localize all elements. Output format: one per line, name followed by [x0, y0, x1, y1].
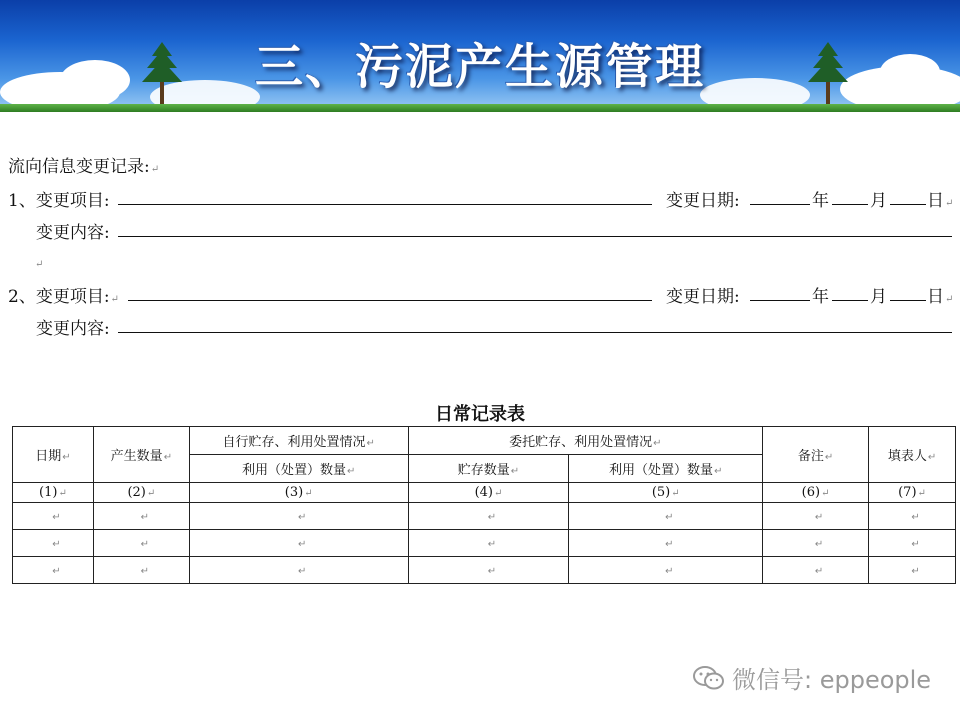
table-row [13, 557, 956, 584]
table-row [13, 503, 956, 530]
paragraph-mark: ↵ [665, 538, 674, 550]
table-cell[interactable] [569, 503, 763, 530]
table-cell[interactable] [93, 557, 189, 584]
records-heading: 流向信息变更记录:↵ [8, 157, 160, 177]
paragraph-mark: ↵ [665, 565, 674, 577]
table-cell[interactable] [189, 530, 408, 557]
table-cell[interactable] [569, 530, 763, 557]
table-cell[interactable] [763, 503, 869, 530]
paragraph-mark: ↵ [52, 538, 61, 550]
change-date-1-day-field[interactable] [890, 204, 926, 205]
paragraph-mark: ↵ [911, 538, 920, 550]
paragraph-mark: ↵ [814, 538, 824, 550]
table-cell[interactable] [869, 503, 956, 530]
page-title: 三、污泥产生源管理 [254, 39, 705, 95]
col-number: (4)↵ [408, 483, 569, 503]
col-header-storage: 贮存数量↵ [408, 455, 569, 483]
wechat-watermark [692, 660, 931, 698]
table-row [13, 530, 956, 557]
group-header-self: 自行贮存、利用处置情况↵ [189, 427, 408, 455]
header-banner [0, 0, 960, 112]
change-date-2-label: 变更日期: [666, 287, 740, 307]
wechat-icon [692, 664, 726, 698]
col-number: (5)↵ [569, 483, 763, 503]
col-number: (3)↵ [189, 483, 408, 503]
table-cell[interactable] [189, 557, 408, 584]
table-cell[interactable] [763, 557, 869, 584]
col-number: (1)↵ [13, 483, 94, 503]
col-header-entrusted-use: 利用（处置）数量↵ [569, 455, 763, 483]
table-cell[interactable] [869, 557, 956, 584]
change-date-1-month-field[interactable] [832, 204, 868, 205]
change-content-1-field[interactable] [118, 236, 952, 237]
table-cell[interactable] [869, 530, 956, 557]
month-label: 月 [870, 191, 887, 211]
change-item-1-label: 1、变更项目: [8, 191, 110, 211]
paragraph-mark: ↵ [487, 565, 497, 577]
col-number: (2)↵ [93, 483, 189, 503]
paragraph-mark: ↵ [35, 259, 44, 270]
paragraph-mark: ↵ [911, 511, 920, 523]
table-cell[interactable] [408, 503, 569, 530]
col-header-self-use: 利用（处置）数量↵ [189, 455, 408, 483]
paragraph-mark: ↵ [487, 538, 497, 550]
table-cell[interactable] [763, 530, 869, 557]
change-date-1-label: 变更日期: [666, 191, 740, 211]
change-date-2-day-field[interactable] [890, 300, 926, 301]
table-cell[interactable] [408, 530, 569, 557]
col-header-date: 日期↵ [13, 427, 94, 483]
col-header-generated: 产生数量↵ [93, 427, 189, 483]
table-cell[interactable] [93, 503, 189, 530]
paragraph-mark: ↵ [298, 511, 307, 523]
paragraph-mark: ↵ [911, 565, 920, 577]
table-cell[interactable] [13, 557, 94, 584]
table-cell[interactable] [408, 557, 569, 584]
change-content-2-label: 变更内容: [36, 319, 110, 339]
paragraph-mark: ↵ [140, 565, 150, 577]
change-date-2-month-field[interactable] [832, 300, 868, 301]
year-label: 年 [812, 191, 829, 211]
day-label: 日↵ [927, 287, 954, 307]
change-content-1-label: 变更内容: [36, 223, 110, 243]
change-item-2-label: 2、变更项目:↵ [8, 287, 119, 307]
month-label: 月 [870, 287, 887, 307]
col-header-filler: 填表人↵ [869, 427, 956, 483]
paragraph-mark: ↵ [298, 538, 307, 550]
col-header-remarks: 备注↵ [763, 427, 869, 483]
table-cell[interactable] [93, 530, 189, 557]
grass-strip [0, 104, 960, 112]
col-number: (6)↵ [763, 483, 869, 503]
paragraph-mark: ↵ [140, 538, 150, 550]
change-item-2-field[interactable] [128, 300, 652, 301]
paragraph-mark: ↵ [814, 565, 824, 577]
table-cell[interactable] [13, 503, 94, 530]
change-content-2-field[interactable] [118, 332, 952, 333]
paragraph-mark: ↵ [814, 511, 824, 523]
change-date-1-year-field[interactable] [750, 204, 810, 205]
paragraph-mark: ↵ [140, 511, 150, 523]
paragraph-mark: ↵ [298, 565, 307, 577]
daily-record-table [12, 426, 956, 584]
paragraph-mark: ↵ [487, 511, 497, 523]
table-cell[interactable] [13, 530, 94, 557]
paragraph-mark: ↵ [52, 565, 61, 577]
group-header-entrusted: 委托贮存、利用处置情况↵ [408, 427, 763, 455]
day-label: 日↵ [927, 191, 954, 211]
column-number-row [13, 483, 956, 503]
paragraph-mark: ↵ [665, 511, 674, 523]
watermark-text: 微信号: eppeople [732, 666, 932, 694]
table-title: 日常记录表 [435, 404, 525, 425]
change-date-2-year-field[interactable] [750, 300, 810, 301]
table-cell[interactable] [569, 557, 763, 584]
change-item-1-field[interactable] [118, 204, 652, 205]
table-cell[interactable] [189, 503, 408, 530]
paragraph-mark: ↵ [52, 511, 61, 523]
year-label: 年 [812, 287, 829, 307]
col-number: (7)↵ [869, 483, 956, 503]
